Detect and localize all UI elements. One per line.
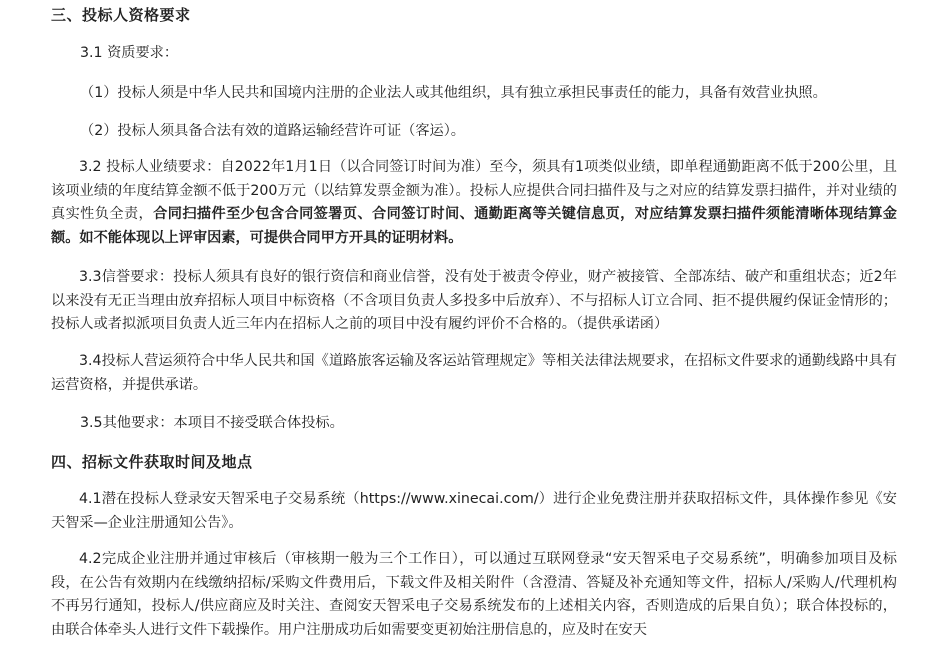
s4-1-paragraph: 4.1潜在投标人登录安天智采电子交易系统（https://www.xinecai.com/）进行企业免费注册并获取招标文件，具体操作参见《安天智采—企业注册通知公告》。 — [51, 491, 897, 531]
s3-5-text: 3.5其他要求：本项目不接受联合体投标。 — [80, 415, 344, 431]
s3-2-bold-text: 合同扫描件至少包含合同签署页、合同签订时间、通勤距离等关键信息页，对应结算发票扫描件须能清晰体现结算金额。如不能体现以上评审因素，可提供合同甲方开具的证明材料。 — [51, 206, 897, 246]
s3-1-item2: （2）投标人须具备合法有效的道路运输经营许可证（客运）。 — [80, 123, 465, 139]
section3-heading: 三、投标人资格要求 — [51, 6, 191, 24]
s3-1-title: 3.1 资质要求： — [80, 45, 179, 61]
section4-heading: 四、招标文件获取时间及地点 — [51, 453, 253, 471]
s3-2-normal-text: 3.2 投标人业绩要求：自2022年1月1日（以合同签订时间为准）至今，须具有1项类似业绩，即单程通勤距离不低于200公里，且该项业绩的年度结算金额不低于200万元（以结算发票金额为准）。投标人应提供合同扫描件及与之对应的结算发票扫描件，并对业绩的真实性负全责， — [51, 159, 897, 222]
s3-3-paragraph: 3.3信誉要求：投标人须具有良好的银行资信和商业信誉，没有处于被责令停业，财产被接管、全部冻结、破产和重组状态；近2年以来没有无正当理由放弃招标人项目中标资格（不含项目负责人多投多中后放弃）、不与招标人订立合同、拒不提供履约保证金情形的；投标人或者拟派项目负责人近三年内在招标人之前的项目中没有履约评价不合格的。（提供承诺函） — [51, 269, 897, 332]
s3-4-paragraph: 3.4投标人营运须符合中华人民共和国《道路旅客运输及客运站管理规定》等相关法律法规要求，在招标文件要求的通勤线路中具有运营资格，并提供承诺。 — [51, 353, 897, 393]
s3-2-paragraph — [51, 156, 897, 250]
s4-2-paragraph: 4.2完成企业注册并通过审核后（审核期一般为三个工作日），可以通过互联网登录“安天智采电子交易系统”，明确参加项目及标段，在公告有效期内在线缴纳招标/采购文件费用后，下载文件及相关附件（含澄清、答疑及补充通知等文件，招标人/采购人/代理机构不再另行通知，投标人/供应商应及时关注、查阅安天智采电子交易系统发布的上述相关内容，否则造成的后果自负）；联合体投标的，由联合体牵头人进行文件下载操作。用户注册成功后如需要变更初始注册信息的，应及时在安天 — [51, 551, 897, 638]
s3-1-item1: （1）投标人须是中华人民共和国境内注册的企业法人或其他组织，具有独立承担民事责任的能力，具备有效营业执照。 — [80, 85, 827, 101]
